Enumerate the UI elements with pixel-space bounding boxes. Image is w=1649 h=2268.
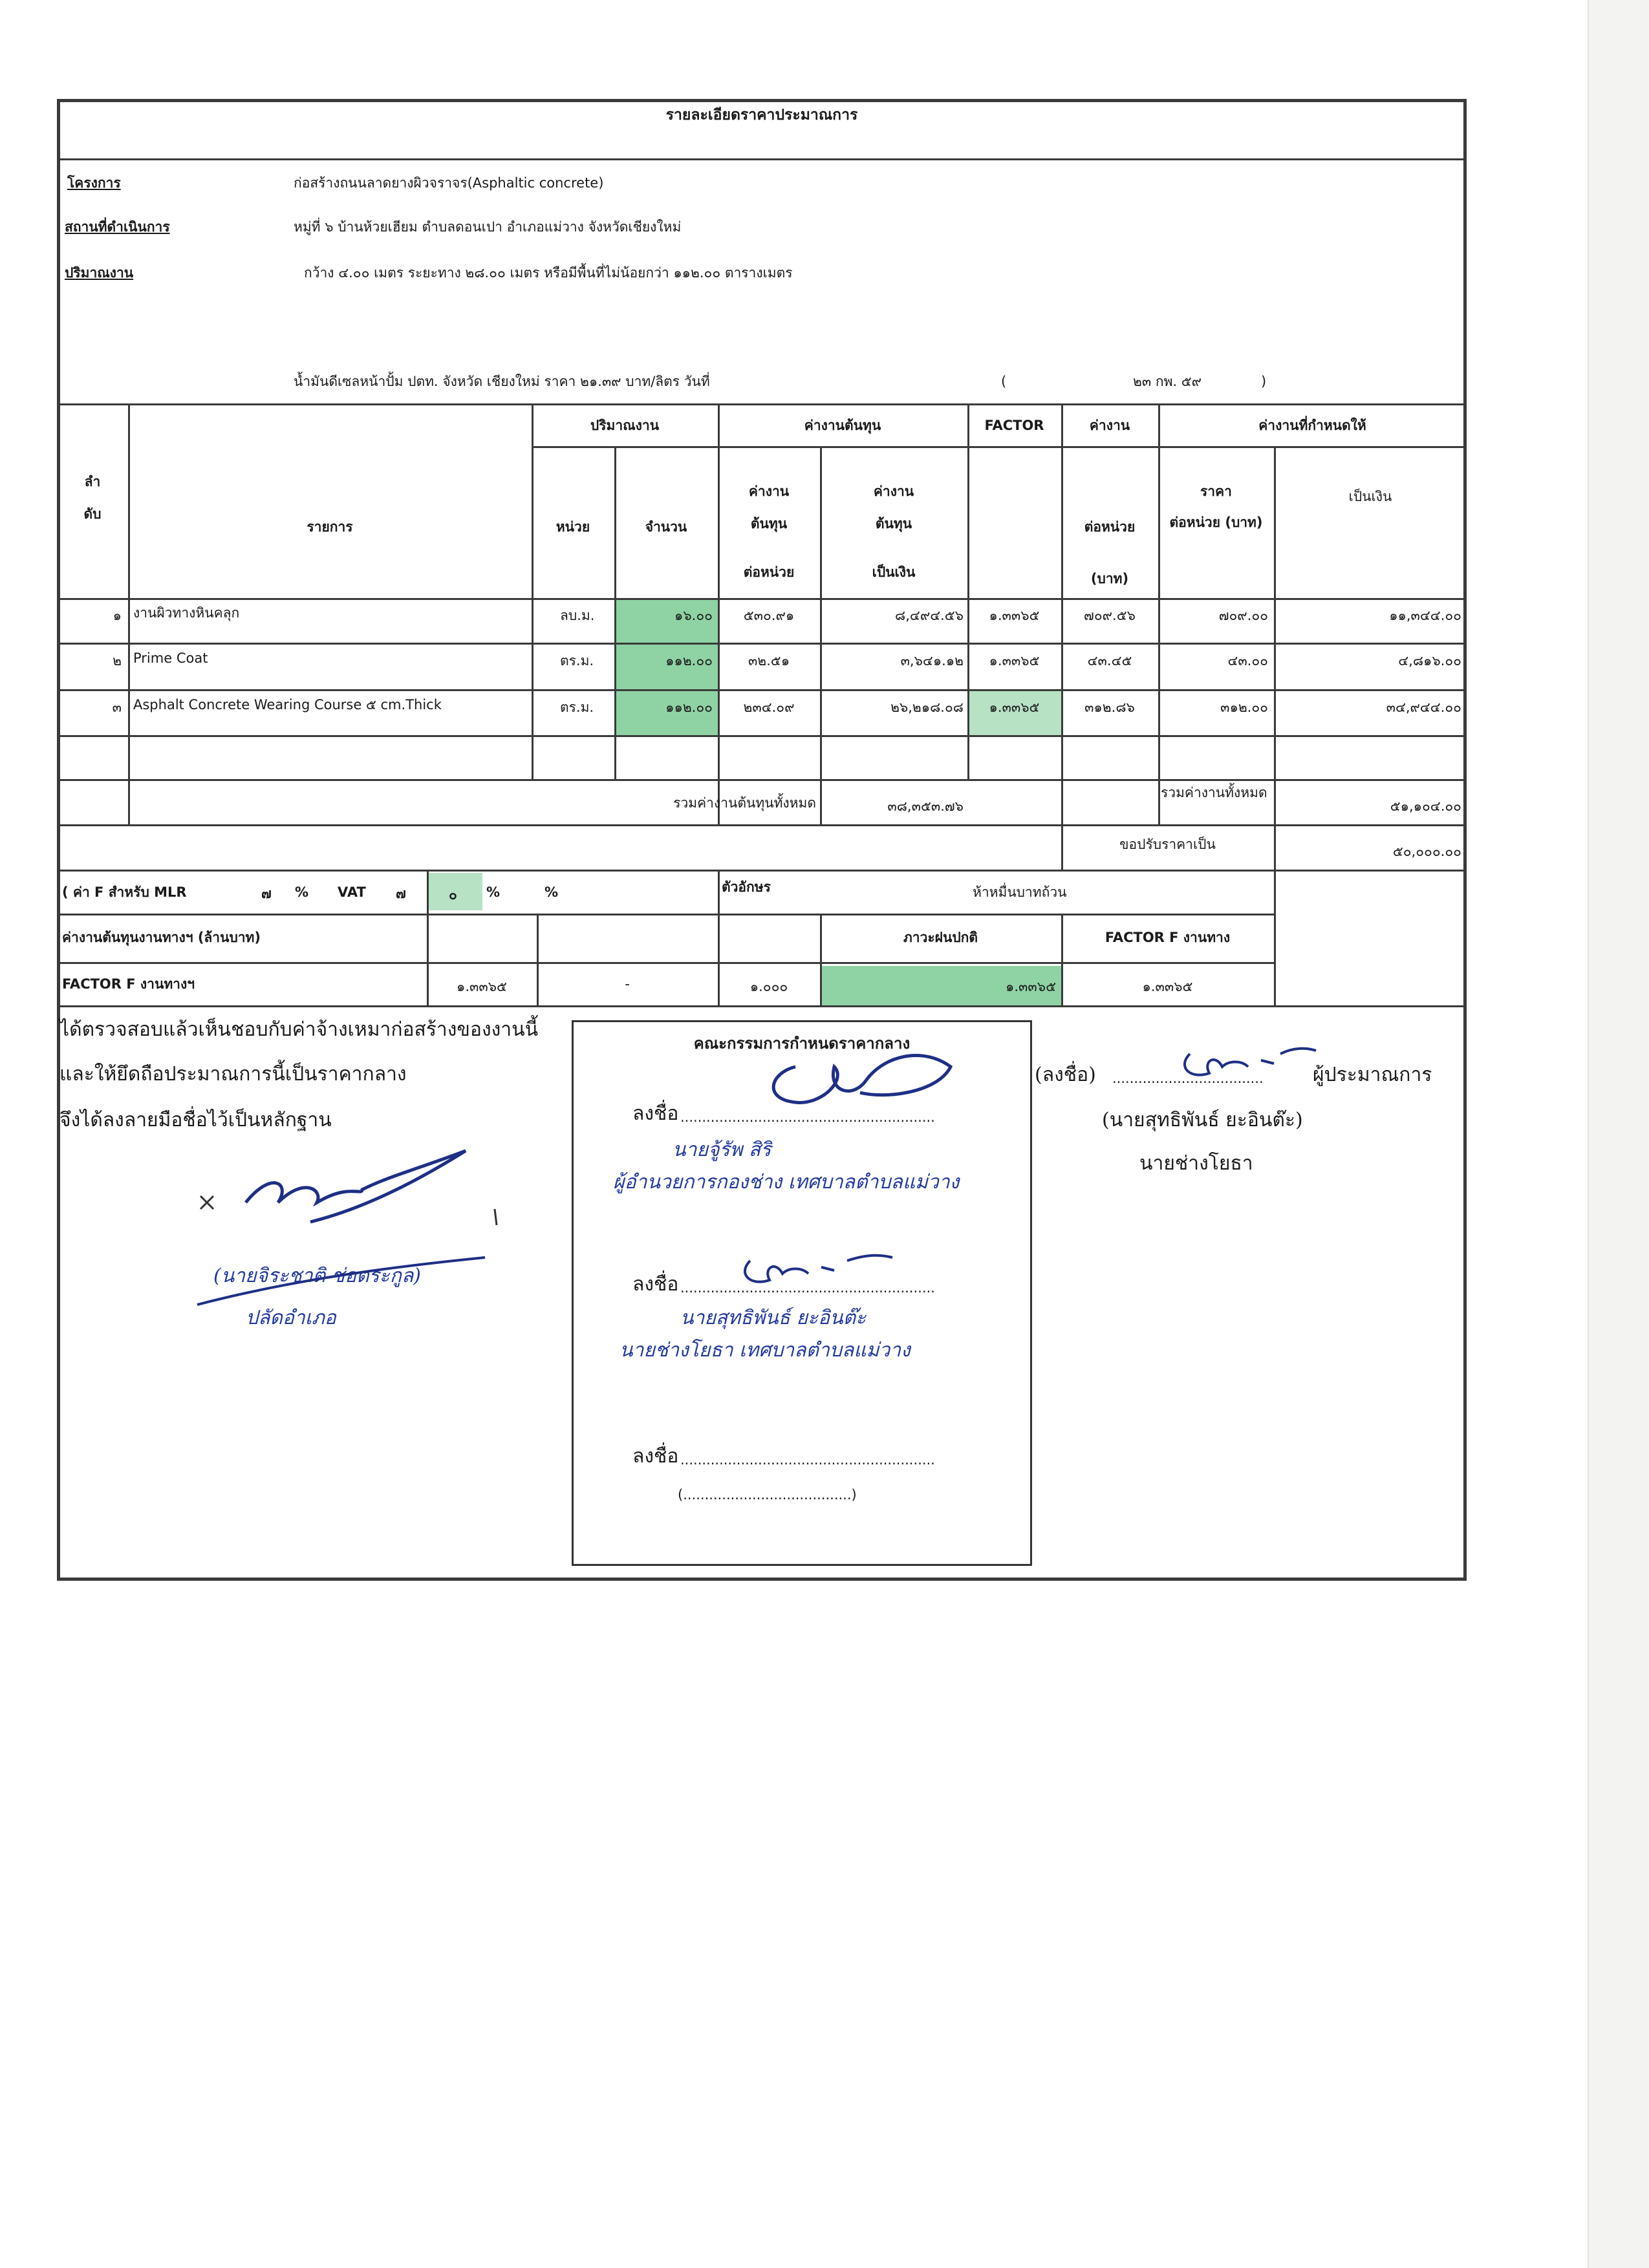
estimator-name: (นายสุทธิพันธ์ ยะอินต๊ะ) xyxy=(1102,1109,1303,1131)
header-price: ราคา xyxy=(1200,484,1232,499)
factor-f2: ๑.๓๓๖๕ xyxy=(1006,979,1056,994)
row3-work-unit: ๓๑๒.๘๖ xyxy=(1084,700,1135,715)
factor-f-label: FACTOR F งานทางฯ xyxy=(62,976,195,992)
header-cost-total-2: ต้นทุน xyxy=(875,516,912,531)
estimator-role: ผู้ประมาณการ xyxy=(1313,1064,1432,1086)
header-cost-total-3: เป็นเงิน xyxy=(872,564,916,580)
row3-cost-unit: ๒๓๔.๐๙ xyxy=(743,700,795,715)
approval-line-3: จึงได้ลงลายมือชื่อไว้เป็นหลักฐาน xyxy=(59,1109,332,1131)
row3-unit: ตร.ม. xyxy=(560,700,594,715)
member2-name: นายสุทธิพันธ์ ยะอินต๊ะ xyxy=(680,1307,867,1329)
row2-work-unit: ๔๓.๔๕ xyxy=(1087,653,1132,669)
row2-item: Prime Coat xyxy=(133,650,208,666)
row1-qty: ๑๖.๐๐ xyxy=(674,608,713,623)
round-value: ๕๐,๐๐๐.๐๐ xyxy=(1392,844,1461,859)
committee-sign-2: ลงชื่อ xyxy=(632,1273,679,1296)
mlr-pct: % xyxy=(295,884,309,900)
factor-f1: ๑.๓๓๖๕ xyxy=(457,979,507,994)
fuel-paren-open: ( xyxy=(1001,374,1007,389)
row2-price: ๔๓.๐๐ xyxy=(1227,653,1268,669)
row1-money: ๑๑,๓๔๔.๐๐ xyxy=(1389,608,1461,623)
row2-cost-total: ๓,๖๔๑.๑๒ xyxy=(900,653,964,669)
fuel-date: ๒๓ กพ. ๕๙ xyxy=(1133,374,1202,389)
row1-cost-total: ๘,๔๙๔.๕๖ xyxy=(895,608,964,623)
approval-line-1: ได้ตรวจสอบแล้วเห็นชอบกับค่าจ้างเหมาก่อสร้างของงานนี้ xyxy=(59,1018,539,1041)
row2-no: ๒ xyxy=(113,653,122,669)
header-work-cost: ค่างาน xyxy=(1089,418,1130,433)
direct-total-label: รวมค่างานต้นทุนทั้งหมด xyxy=(673,795,816,811)
header-unit: หน่วย xyxy=(555,519,590,535)
row1-price: ๗๐๙.๐๐ xyxy=(1218,608,1268,623)
header-no-2: ดับ xyxy=(83,506,102,522)
row1-no: ๑ xyxy=(113,608,122,623)
quantity-value: กว้าง ๔.๐๐ เมตร ระยะทาง ๒๘.๐๐ เมตร หรือมีพื้นที่ไม่น้อยกว่า ๑๑๒.๐๐ ตารางเมตร xyxy=(304,265,793,281)
committee-dots-3: ........................................................... xyxy=(680,1452,935,1468)
letters-label: ตัวอักษร xyxy=(722,879,771,895)
committee-dots-1: ........................................................... xyxy=(680,1109,935,1125)
header-price-per-unit: ต่อหน่วย (บาท) xyxy=(1169,515,1263,530)
left-signer-title: ปลัดอำเภอ xyxy=(246,1307,336,1329)
header-amount: จำนวน xyxy=(645,519,687,535)
committee-paren-3: (.......................................) xyxy=(678,1487,857,1503)
estimator-signature xyxy=(1177,1041,1319,1086)
factor-f3: ๑.๓๓๖๕ xyxy=(1142,979,1193,994)
header-cost-unit-3: ต่อหน่วย xyxy=(743,564,795,580)
vat-value: ๗ xyxy=(396,886,406,901)
vat-label: VAT xyxy=(338,884,366,900)
pct-sign: % xyxy=(544,884,559,900)
estimator-sign: (ลงชื่อ) xyxy=(1035,1064,1096,1086)
fuel-paren-close: ) xyxy=(1261,374,1267,389)
page-title: รายละเอียดราคาประมาณการ xyxy=(665,107,858,123)
row3-price: ๓๑๒.๐๐ xyxy=(1220,700,1268,715)
all-total-value: ๕๑,๑๐๔.๐๐ xyxy=(1390,798,1461,814)
row1-item: งานผิวทางหินคลุก xyxy=(133,605,240,621)
row3-factor: ๑.๓๓๖๕ xyxy=(989,700,1040,715)
normal-tax-label: ภาวะฝนปกติ xyxy=(903,930,978,945)
member1-name: นายจู้รัพ สิริ xyxy=(673,1139,771,1161)
estimator-title: นายช่างโยธา xyxy=(1139,1152,1253,1175)
vat-pct: % xyxy=(486,884,501,900)
page-edge xyxy=(1588,0,1649,2268)
approval-line-2: และให้ยึดถือประมาณการนี้เป็นราคากลาง xyxy=(59,1063,407,1086)
location-label: สถานที่ดำเนินการ xyxy=(65,219,170,235)
letters-value: ห้าหมื่นบาทถ้วน xyxy=(973,884,1067,900)
committee-sign-1: ลงชื่อ xyxy=(632,1102,679,1125)
row3-no: ๓ xyxy=(112,700,122,715)
header-set-cost: ค่างานที่กำหนดให้ xyxy=(1258,418,1366,433)
row2-qty: ๑๑๒.๐๐ xyxy=(665,653,713,669)
header-cost-unit-1: ค่างาน xyxy=(748,484,790,499)
left-strike-line xyxy=(194,1254,491,1306)
member1-signature xyxy=(757,1041,964,1112)
project-label: โครงการ xyxy=(67,175,121,191)
row3-money: ๓๔,๙๔๔.๐๐ xyxy=(1386,700,1461,715)
row3-qty: ๑๑๒.๐๐ xyxy=(665,700,713,715)
row1-unit: ลบ.ม. xyxy=(560,608,595,623)
direct-total-value: ๓๘,๓๕๓.๗๖ xyxy=(887,798,964,814)
left-signature xyxy=(194,1144,491,1248)
road-cost-label: ค่างานต้นทุนงานทางฯ (ล้านบาท) xyxy=(62,930,261,945)
factor-dash: - xyxy=(625,976,630,992)
location-value: หมู่ที่ ๖ บ้านห้วยเฮียม ตำบลดอนเปา อำเภอแม่วาง จังหวัดเชียงใหม่ xyxy=(294,219,682,235)
member2-title: นายช่างโยธา เทศบาลตำบลแม่วาง xyxy=(620,1339,911,1362)
header-cost-unit-2: ต้นทุน xyxy=(750,516,788,531)
mlr-value: ๗ xyxy=(261,886,272,901)
row2-money: ๔,๘๑๖.๐๐ xyxy=(1398,653,1461,669)
header-work-cost-baht: (บาท) xyxy=(1090,571,1129,586)
committee-title: คณะกรรมการกำหนดราคากลาง xyxy=(693,1034,911,1053)
quantity-label: ปริมาณงาน xyxy=(65,265,134,281)
header-factor: FACTOR xyxy=(984,418,1044,433)
row2-factor: ๑.๓๓๖๕ xyxy=(989,653,1040,669)
member2-signature xyxy=(737,1248,892,1293)
row3-cost-total: ๒๖,๒๑๘.๐๘ xyxy=(890,700,964,715)
row2-unit: ตร.ม. xyxy=(560,653,594,669)
row1-factor: ๑.๓๓๖๕ xyxy=(989,608,1040,623)
mlr-text: ( ค่า F สำหรับ MLR xyxy=(62,884,187,900)
committee-dots-2: ........................................................... xyxy=(680,1280,935,1296)
row2-cost-unit: ๓๒.๕๑ xyxy=(748,653,790,669)
row3-item: Asphalt Concrete Wearing Course ๕ cm.Thick xyxy=(133,697,442,712)
header-direct-cost: ค่างานต้นทุน xyxy=(804,418,881,433)
zero-value: ๐ xyxy=(449,887,457,903)
factor-one: ๑.๐๐๐ xyxy=(749,979,788,994)
committee-sign-3: ลงชื่อ xyxy=(632,1445,679,1468)
fuel-text: น้ำมันดีเซลหน้าปั้ม ปตท. จังหวัด เชียงใหม่ ราคา ๒๑.๓๙ บาท/ลิตร วันที่ xyxy=(294,374,710,389)
all-total-label: รวมค่างานทั้งหมด xyxy=(1161,785,1267,800)
header-as-money: เป็นเงิน xyxy=(1348,489,1392,504)
header-work-qty: ปริมาณงาน xyxy=(590,418,660,433)
estimator-dots: ................................... xyxy=(1112,1071,1264,1086)
header-work-cost-unit: ต่อหน่วย xyxy=(1084,519,1136,535)
header-cost-total-1: ค่างาน xyxy=(873,484,914,499)
header-item: รายการ xyxy=(307,519,353,535)
round-label: ขอปรับราคาเป็น xyxy=(1119,837,1216,852)
factor-f-road-header: FACTOR F งานทาง xyxy=(1105,930,1231,945)
member1-title: ผู้อำนวยการกองช่าง เทศบาลตำบลแม่วาง xyxy=(613,1171,960,1193)
left-signer-name: (นายจิระชาติ ช่อตระกูล) xyxy=(213,1265,422,1287)
header-no-1: ลำ xyxy=(84,474,101,489)
project-value: ก่อสร้างถนนลาดยางผิวจราจร(Asphaltic concrete) xyxy=(294,175,604,191)
row1-cost-unit: ๕๓๐.๙๑ xyxy=(743,608,795,623)
row1-work-unit: ๗๐๙.๕๖ xyxy=(1084,608,1136,623)
